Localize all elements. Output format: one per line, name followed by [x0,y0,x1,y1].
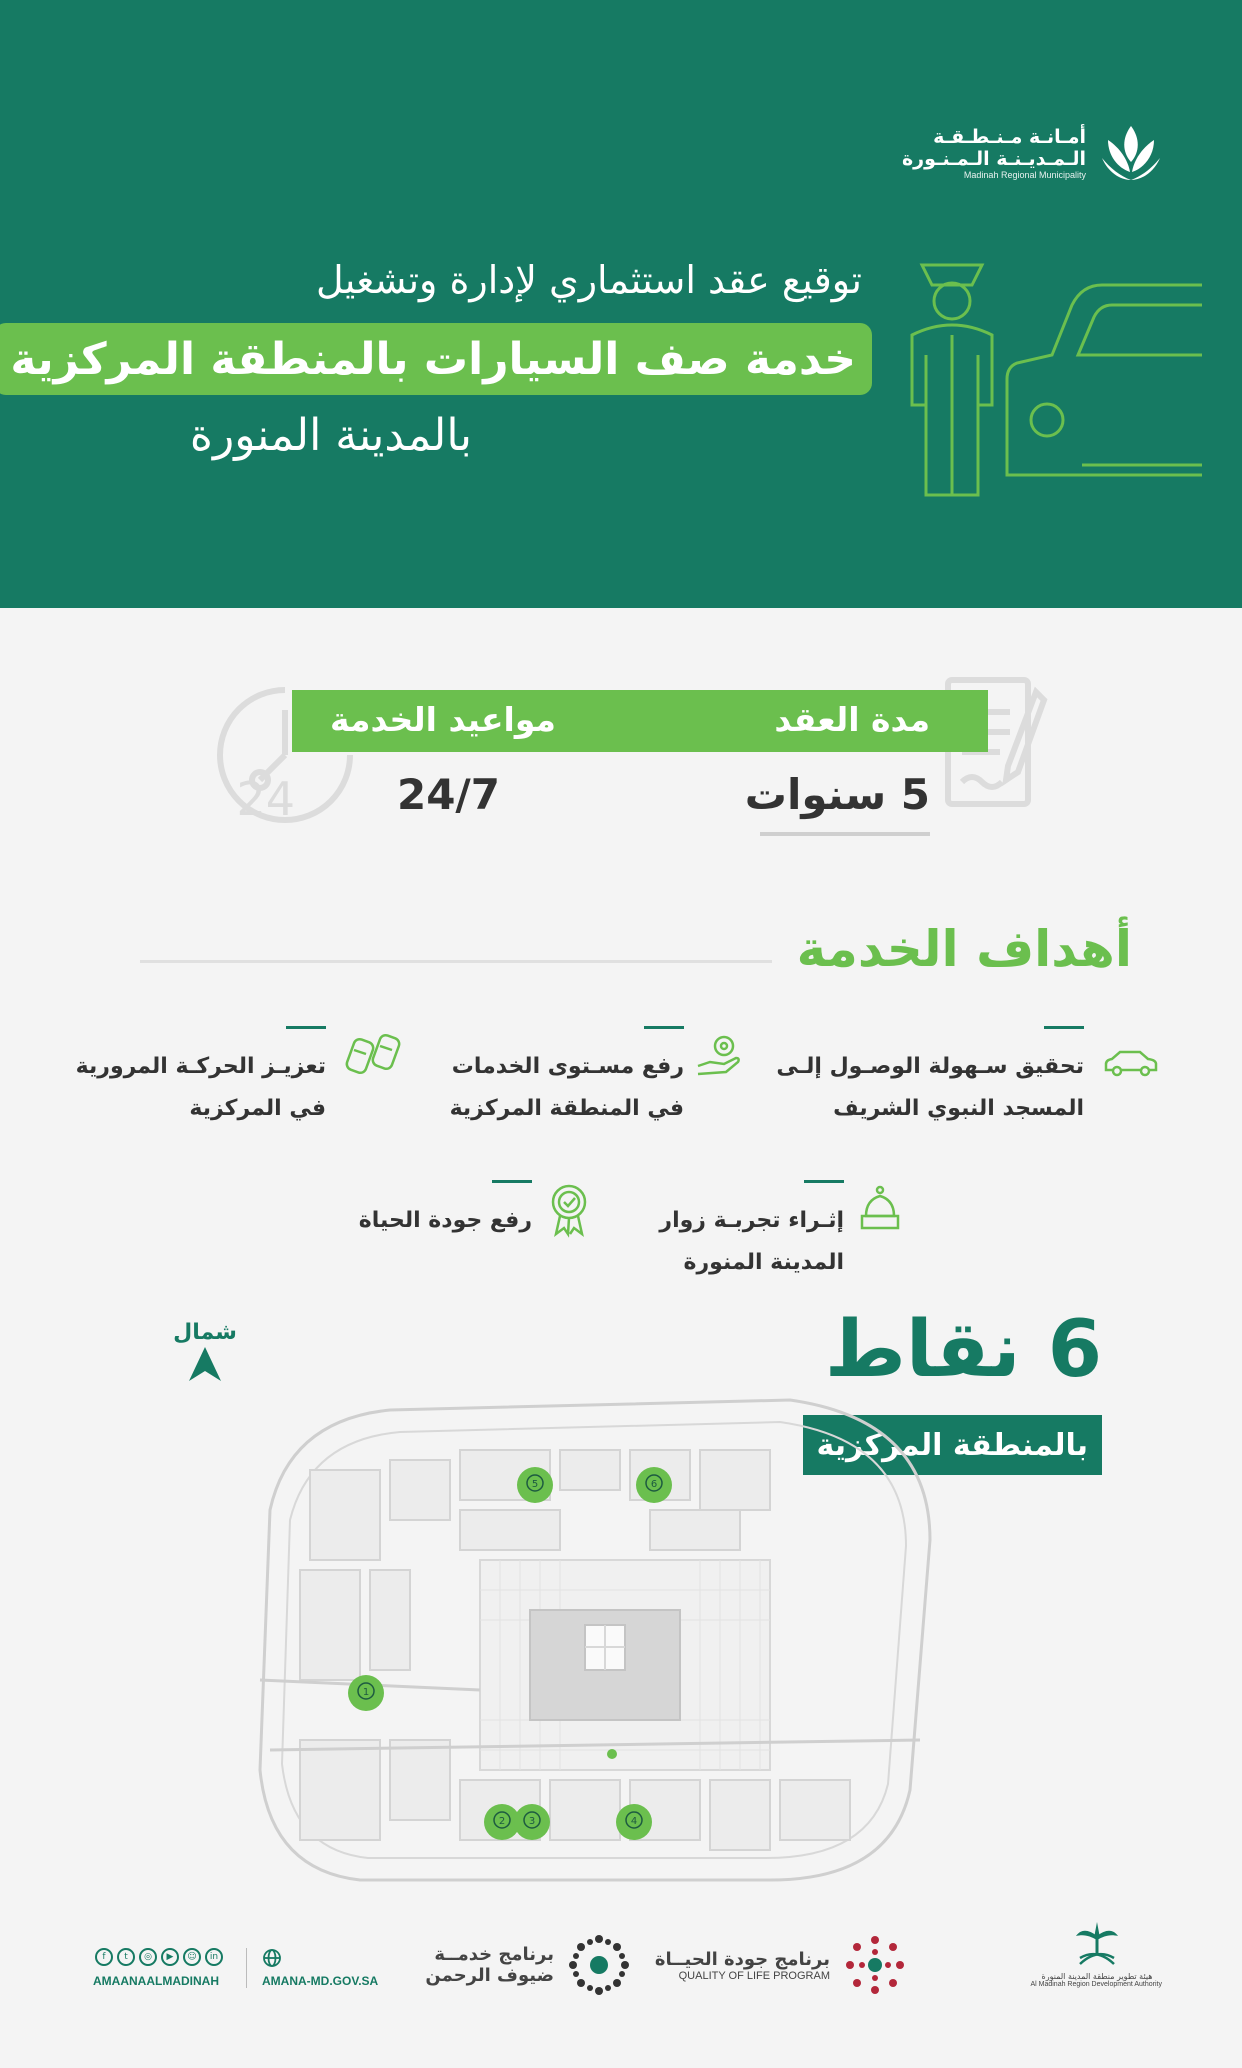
parking-marker-1[interactable] [348,1675,384,1711]
goal-item-traffic [76,1046,326,1130]
quality-badge-icon [548,1182,590,1238]
marker-label: 5 [531,1479,539,1490]
municipality-logo [902,122,1162,184]
title-highlight-box [0,323,872,395]
contract-duration-value: 5 سنوات [744,770,930,819]
map-center-dot [607,1749,617,1759]
goal-line2: المدينة المنورة [683,1250,844,1275]
title-line3: بالمدينة المنورة [189,410,472,461]
marker-label: 4 [630,1816,638,1827]
marker-label: 2 [498,1816,506,1827]
dyouf-line1: برنامج خدمــة [434,1944,554,1965]
qol-program-logo [655,1934,906,1996]
contract-duration-label: مدة العقد [774,700,930,739]
title-line2: خدمة صف السيارات بالمنطقة المركزية [10,333,856,385]
dyouf-emblem-icon [568,1934,630,1996]
parking-marker-4[interactable] [616,1804,652,1840]
goal-line2: المسجد النبوي الشريف [833,1096,1084,1121]
authority-line2: Al Madinah Region Development Authority [1030,1981,1162,1988]
social-handle[interactable]: AMAANAALMADINAH [93,1974,219,1988]
valet-car-illustration [902,245,1202,505]
social-icons [95,1948,223,1966]
mosque-icon [860,1184,900,1234]
marker-label: 3 [528,1816,536,1827]
goal-item-services [450,1046,684,1130]
traffic-cars-icon [344,1030,404,1078]
website-link[interactable]: AMANA-MD.GOV.SA [262,1974,379,1988]
goal-item-access [776,1046,1084,1130]
goals-title: أهداف الخدمة [796,920,1132,978]
goal-item-quality [359,1200,532,1242]
goal-line1: تعزيـز الحركـة المرورية [75,1054,326,1079]
goal-line1: إثـراء تجربـة زوار [659,1208,844,1233]
authority-line1: هيئة تطوير منطقة المدينة المنورة [1041,1972,1153,1981]
lotus-logo-icon [1100,122,1162,184]
goals-divider [140,960,772,963]
points-count: 6 نقاط [824,1305,1102,1395]
dyouf-program-logo [425,1934,630,1996]
authority-logo [1032,1918,1162,1988]
goal-line2: في المنطقة المركزية [449,1096,684,1121]
logo-line3: Madinah Regional Municipality [963,170,1086,180]
parking-marker-3[interactable] [514,1804,550,1840]
instagram-icon[interactable]: ◎ [139,1948,157,1966]
title-line1: توقيع عقد استثماري لإدارة وتشغيل [315,258,862,302]
goal-line1: تحقيق سـهولة الوصـول إلـى [776,1054,1084,1079]
marker-label: 6 [650,1479,658,1490]
service-hand-icon [696,1032,742,1078]
car-icon [1102,1048,1160,1078]
goal-line1: رفع مسـتوى الخدمات [451,1054,684,1079]
youtube-icon[interactable]: ▶ [161,1948,179,1966]
goal-line1: رفع جودة الحياة [358,1208,532,1233]
marker-label: 1 [362,1687,370,1698]
dyouf-line2: ضيوف الرحمن [425,1965,554,1986]
central-area-text: بالمنطقة المركزية [816,1427,1088,1463]
north-arrow-icon [185,1345,225,1385]
qol-emblem-icon [844,1934,906,1996]
service-hours-label: مواعيد الخدمة [330,700,556,739]
contract-value-underline [760,832,930,836]
clock-number: 24 [236,772,295,826]
facebook-icon[interactable]: f [95,1948,113,1966]
central-area-map [230,1360,990,1910]
hours-value-underline [390,832,500,836]
twitter-icon[interactable]: t [117,1948,135,1966]
parking-marker-6[interactable] [636,1467,672,1503]
snapchat-icon[interactable]: ☺ [183,1948,201,1966]
parking-marker-5[interactable] [517,1467,553,1503]
goal-line2: في المركزية [189,1096,326,1121]
footer-divider [246,1948,247,1988]
qol-line1: برنامج جودة الحيــاة [654,1948,830,1970]
logo-line2: الـمـديـنـة الـمـنـورة [901,148,1086,170]
qol-line2: QUALITY OF LIFE PROGRAM [678,1969,830,1982]
goal-item-visitors [659,1200,844,1284]
linkedin-icon[interactable]: in [205,1948,223,1966]
north-label: شمال [173,1320,237,1345]
header-banner [0,0,1242,608]
logo-line1: أمـانـة مـنـطـقـة [933,126,1086,148]
globe-icon [262,1948,282,1968]
palm-swords-icon [1072,1918,1122,1968]
service-hours-value: 24/7 [396,770,500,819]
